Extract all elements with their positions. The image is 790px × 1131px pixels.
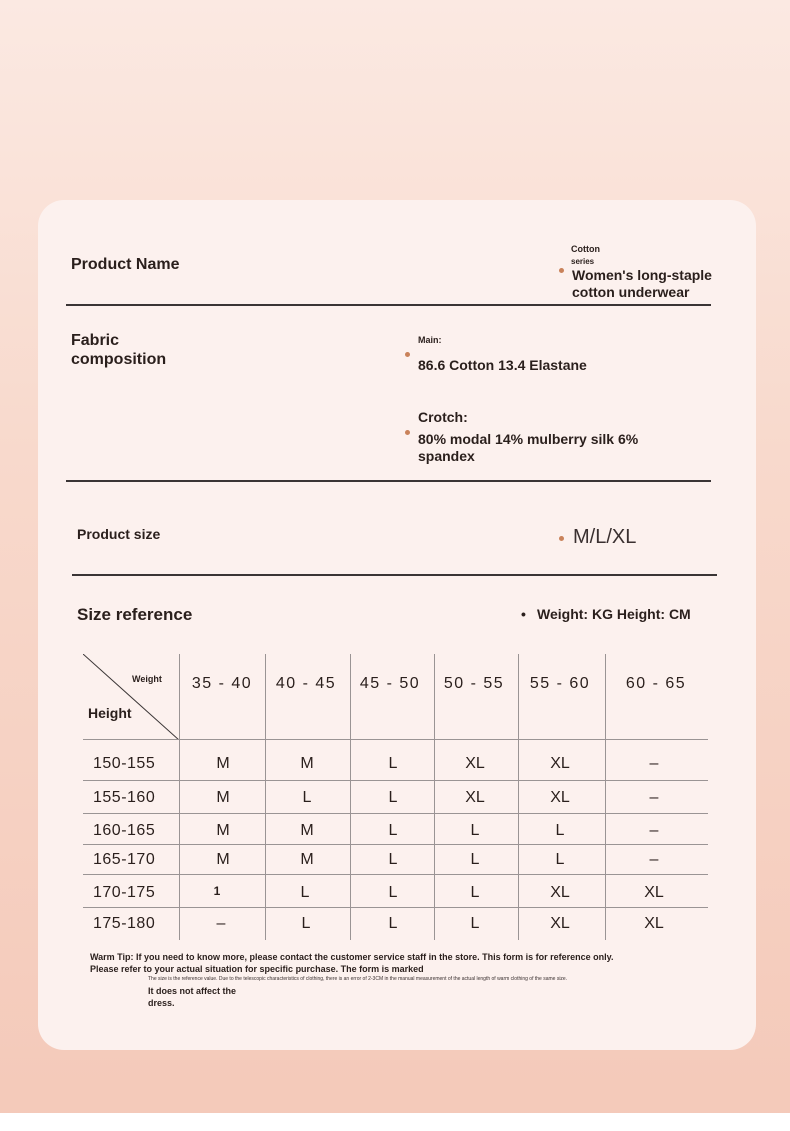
height-range-label: 165-170: [93, 851, 156, 868]
size-cell: XL: [465, 789, 485, 806]
grid-line: [518, 654, 519, 940]
size-cell: XL: [550, 789, 570, 806]
size-cell: M: [216, 822, 230, 839]
size-cell: L: [302, 789, 312, 806]
size-cell: L: [470, 851, 480, 868]
units-bullet: •: [521, 606, 526, 622]
grid-line: [83, 874, 708, 875]
size-cell: 1: [213, 884, 221, 898]
warm-tip-line2: Please refer to your actual situation for specific purchase. The form is marked: [90, 964, 424, 974]
product-name-value-line2: cotton underwear: [572, 284, 690, 300]
size-cell: –: [649, 755, 659, 772]
size-cell: XL: [465, 755, 485, 772]
size-cell: L: [301, 915, 311, 932]
weight-header: 35 - 40: [191, 675, 253, 692]
size-cell: XL: [550, 915, 570, 932]
size-cell: –: [649, 822, 659, 839]
crotch-value-line1: 80% modal 14% mulberry silk 6%: [418, 431, 639, 447]
height-range-label: 175-180: [93, 915, 156, 932]
size-cell: M: [216, 789, 230, 806]
size-cell: L: [470, 915, 480, 932]
size-cell: L: [388, 915, 398, 932]
height-range-label: 160-165: [93, 822, 156, 839]
size-cell: M: [300, 851, 314, 868]
size-cell: –: [649, 851, 659, 868]
crotch-label: Crotch:: [418, 409, 468, 425]
crotch-value-line2: spandex: [418, 448, 475, 464]
weight-header: 60 - 65: [625, 675, 687, 692]
size-cell: L: [555, 851, 565, 868]
main-value: 86.6 Cotton 13.4 Elastane: [418, 357, 587, 373]
height-range-label: 155-160: [93, 789, 156, 806]
size-cell: M: [216, 851, 230, 868]
size-cell: –: [216, 915, 226, 932]
size-cell: M: [300, 822, 314, 839]
grid-line: [83, 739, 708, 740]
size-cell: M: [300, 755, 314, 772]
series-label-line2: series: [571, 257, 595, 266]
grid-line: [350, 654, 351, 940]
warm-tip-line3: It does not affect the: [148, 986, 237, 996]
size-cell: L: [388, 884, 398, 901]
corner-weight-label: Weight: [132, 674, 162, 684]
size-cell: L: [388, 789, 398, 806]
grid-line: [83, 907, 708, 908]
bullet-dot-icon: [405, 352, 410, 357]
warm-tip-fine-print: The size is the reference value. Due to the telescopic characteristics of clothing, there is an error of 2-3CM in the manual measurement of the actual length of warm clothing of the same size.: [148, 976, 568, 982]
size-cell: L: [388, 755, 398, 772]
series-label-line1: Cotton: [571, 244, 600, 254]
size-cell: XL: [644, 884, 664, 901]
size-cell: M: [216, 755, 230, 772]
grid-line: [605, 654, 606, 940]
warm-tip-line1: Warm Tip: If you need to know more, please contact the customer service staff in the store. This form is for reference only.: [90, 952, 614, 962]
product-size-value: M/L/XL: [573, 526, 637, 548]
divider: [66, 480, 711, 482]
bullet-dot-icon: [559, 536, 564, 541]
grid-line: [83, 813, 708, 814]
size-cell: L: [388, 822, 398, 839]
size-cell: L: [555, 822, 565, 839]
size-cell: L: [470, 884, 480, 901]
fabric-label-line1: Fabric: [71, 332, 120, 349]
corner-height-label: Height: [88, 705, 132, 721]
diagonal-header-line: [83, 654, 179, 740]
product-name-value-line1: Women's long-staple: [572, 267, 712, 283]
height-range-label: 170-175: [93, 884, 156, 901]
units-label: Weight: KG Height: CM: [537, 606, 691, 622]
size-cell: L: [470, 822, 480, 839]
product-name-label: Product Name: [71, 256, 180, 273]
weight-header: 50 - 55: [443, 675, 505, 692]
size-cell: XL: [550, 884, 570, 901]
bullet-dot-icon: [405, 430, 410, 435]
divider: [72, 574, 717, 576]
weight-header: 40 - 45: [275, 675, 337, 692]
height-range-label: 150-155: [93, 755, 156, 772]
weight-header: 45 - 50: [359, 675, 421, 692]
warm-tip-line4: dress.: [148, 998, 175, 1008]
size-cell: L: [300, 884, 310, 901]
size-info-card: [38, 200, 756, 1050]
grid-line: [83, 780, 708, 781]
bullet-dot-icon: [559, 268, 564, 273]
size-reference-title: Size reference: [77, 605, 193, 624]
grid-line: [83, 844, 708, 845]
weight-header: 55 - 60: [529, 675, 591, 692]
size-cell: L: [388, 851, 398, 868]
main-label: Main:: [418, 335, 442, 345]
bottom-strip: [0, 1113, 790, 1131]
divider: [66, 304, 711, 306]
size-cell: –: [649, 789, 659, 806]
size-cell: XL: [550, 755, 570, 772]
product-size-label: Product size: [77, 526, 161, 542]
fabric-label-line2: composition: [71, 351, 167, 368]
size-cell: XL: [644, 915, 664, 932]
